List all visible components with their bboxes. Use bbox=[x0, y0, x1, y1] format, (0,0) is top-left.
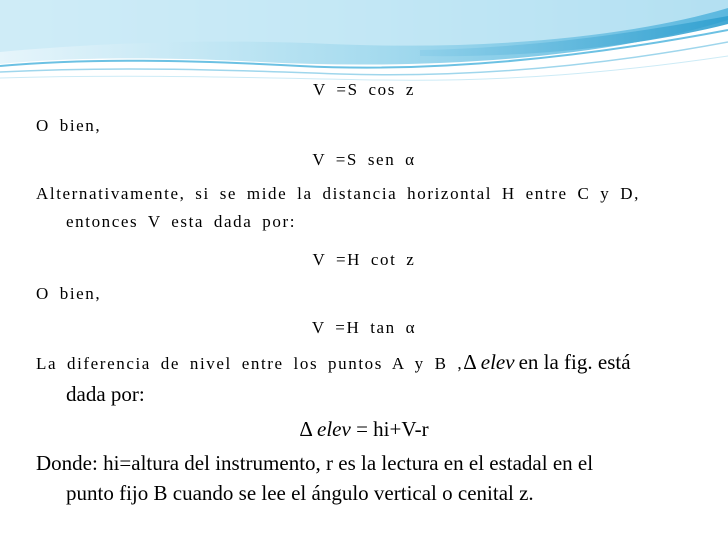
equation-v-h-tan: V =H tan α bbox=[311, 318, 417, 337]
equation-v-s-cos: V =S cos z bbox=[313, 80, 415, 99]
formula-rest: = hi+V-r bbox=[356, 417, 429, 441]
text-donde-line2: punto fijo B cuando se lee el ángulo vertical o cenital z. bbox=[66, 481, 534, 505]
equation-v-s-sen: V =S sen α bbox=[312, 150, 416, 169]
text-alternativamente-line2: entonces V esta dada por: bbox=[66, 212, 297, 231]
formula-delta-elev bbox=[0, 417, 728, 442]
text-o-bien-2: O bien, bbox=[36, 284, 102, 303]
formula-delta-symbol: Δ bbox=[299, 417, 312, 441]
diferencia-text: La diferencia de nivel entre los puntos A y B , bbox=[36, 354, 464, 373]
text-alternativamente-line1: Alternativamente, si se mide la distancia horizontal H entre C y D, bbox=[36, 184, 640, 203]
elev-label: elev bbox=[480, 350, 515, 374]
delta-symbol: Δ bbox=[463, 350, 477, 374]
text-donde-line1: Donde: hi=altura del instrumento, r es la lectura en el estadal en el bbox=[36, 451, 594, 475]
diferencia-end: en la fig. está bbox=[518, 350, 631, 374]
text-diferencia-line2: dada por: bbox=[66, 382, 145, 406]
text-o-bien-1: O bien, bbox=[36, 116, 102, 135]
text-diferencia-line1 bbox=[36, 350, 631, 375]
equation-v-h-cot: V =H cot z bbox=[312, 250, 416, 269]
formula-elev-label: elev bbox=[317, 417, 351, 441]
